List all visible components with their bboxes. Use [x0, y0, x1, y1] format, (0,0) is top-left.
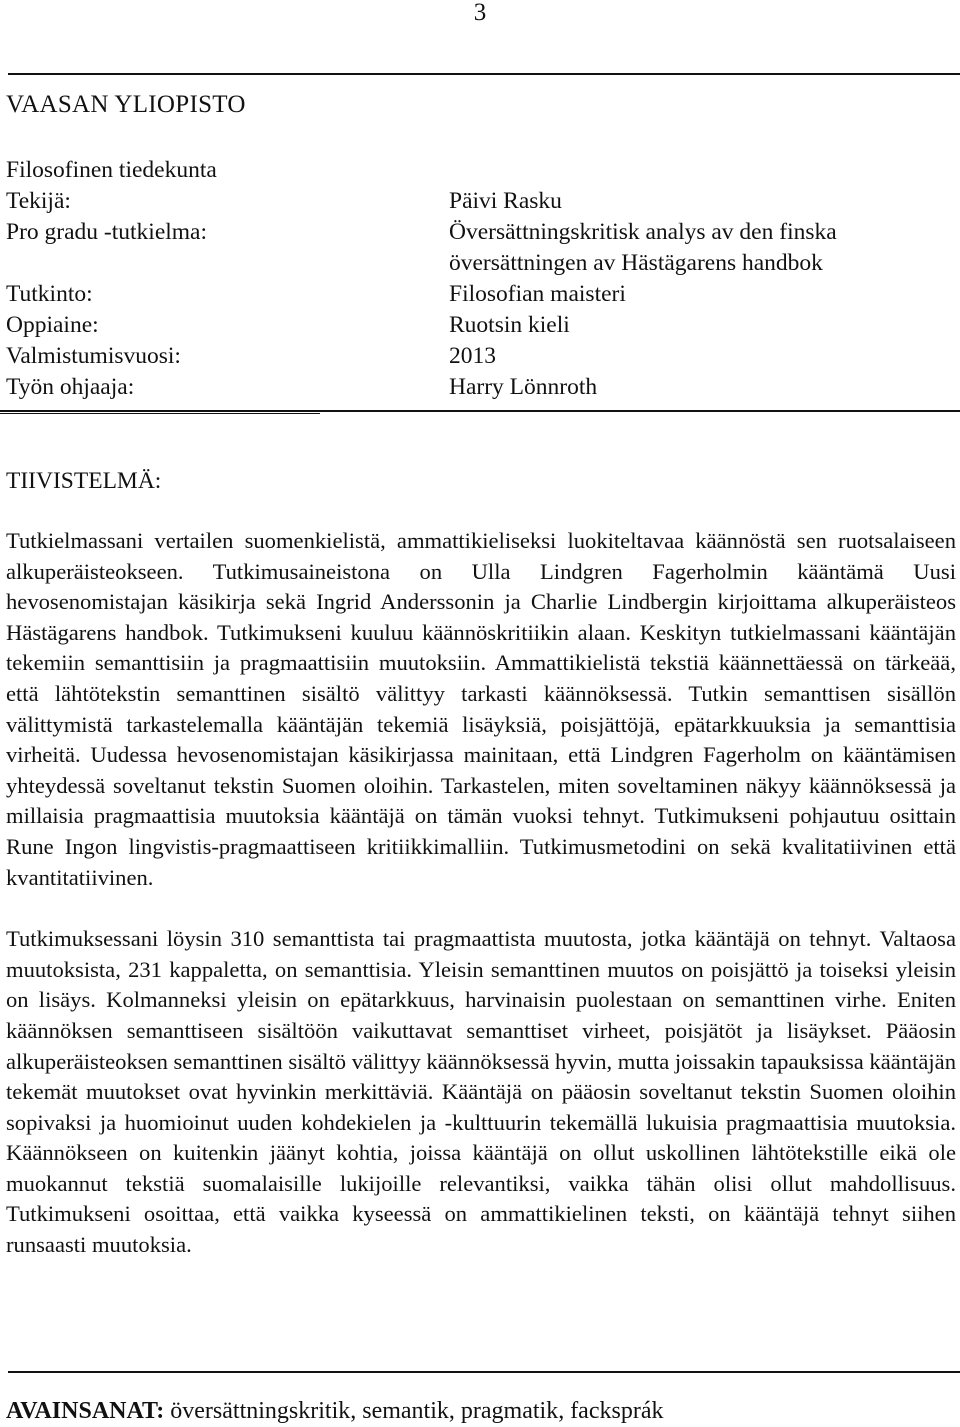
- section-divider: [0, 410, 960, 412]
- thesis-label: Pro gradu -tutkielma:: [6, 219, 208, 245]
- year-row: [6, 341, 956, 372]
- year-label: Valmistumisvuosi:: [6, 343, 181, 369]
- keywords-value: översättningskritik, semantik, pragmatik, facksprák: [164, 1398, 664, 1424]
- year-value: 2013: [449, 343, 496, 369]
- author-row: [6, 186, 956, 217]
- author-value: Päivi Rasku: [449, 188, 562, 214]
- abstract-paragraph-2: Tutkimuksessani löysin 310 semanttista tai pragmaattista muutosta, jotka kääntäjä on tehnyt. Valtaosa muutoksista, 231 kappaletta, on semanttisia. Yleisin semanttinen muutos on poisjättö ja toiseksi yleisin on lisäys. Kolmanneksi yleisin on epätarkkuus, harvinaisin puolestaan on semanttinen virhe. Eniten käännöksen semanttiseen sisältöön vaikuttavat semanttiset virheet, poisjätöt ja lisäykset. Pääosin alkuperäisteoksen semanttinen sisältö välittyy käännöksessä hyvin, mutta joissakin tapauksissa kääntäjän tekemät muutokset ovat hyvinkin merkittäviä. Kääntäjä on pääosin soveltanut tekstin Suomen oloihin sopivaksi ja huomioinut uuden kohdekielen ja -kulttuurin tekemällä lukuisia pragmaattisia muutoksia. Käännökseen on kuitenkin jäänyt kohtia, joissa kääntäjä on ollut uskollinen lähtötekstille eikä ole muokannut tekstiä suomalaisille lukijoille relevantiksi, vaikka tähän olisi ollut mahdollisuus. Tutkimukseni osoittaa, että vaikka kyseessä on ammattikielinen teksti, on kääntäjä tehnyt siihen runsaasti muutoksia.: [6, 926, 956, 1258]
- keywords-label: AVAINSANAT:: [6, 1398, 165, 1424]
- faculty-name: Filosofinen tiedekunta: [6, 157, 217, 183]
- degree-value: Filosofian maisteri: [449, 281, 626, 307]
- bottom-rule: [8, 1371, 960, 1373]
- university-name: VAASAN YLIOPISTO: [6, 91, 246, 118]
- thesis-metadata: [6, 155, 956, 403]
- top-rule: [8, 73, 960, 75]
- subject-value: Ruotsin kieli: [449, 312, 570, 338]
- thesis-title-line2: översättningen av Hästägarens handbok: [449, 250, 823, 276]
- keywords-line: [6, 1396, 663, 1426]
- supervisor-value: Harry Lönnroth: [449, 374, 598, 400]
- faculty-row: [6, 155, 956, 186]
- page-number: 3: [473, 0, 487, 26]
- abstract-paragraph-1: Tutkielmassani vertailen suomenkielistä, ammattikieliseksi luokiteltavaa käännöstä sen ruotsalaiseen alkuperäisteokseen. Tutkimusaineistona on Ulla Lindgren Fagerholmin kääntämä Uusi hevosenomistajan käsikirja sekä Ingrid Anderssonin ja Charlie Lindbergin kirjoittama alkuperäisteos Hästägarens handbok. Tutkimukseni kuuluu käännöskritiikin alaan. Keskityn tutkielmassani kääntäjän tekemiin semanttisiin ja pragmaattisiin muutoksiin. Ammattikielistä tekstiä käännettäessä on tärkeää, että lähtötekstin semanttinen sisältö välittyy tarkasti käännöksessä. Tutkin semanttisen sisällön välittymistä tarkastelemalla kääntäjän tekemiä lisäyksiä, poisjättöjä, epätarkkuuksia ja semanttisia virheitä. Uudessa hevosenomistajan käsikirjassa mainitaan, että Lindgren Fagerholm on kääntämisen yhteydessä soveltanut tekstin Suomen oloihin. Tarkastelen, miten soveltaminen näkyy käännöksessä ja millaisia pragmaattisia muutoksia kääntäjä on tämän vuoksi tehnyt. Tutkimukseni pohjautuu osittain Rune Ingon lingvistis-pragmaattiseen kritiikkimalliin. Tutkimusmetodini on sekä kvalitatiivinen että kvantitatiivinen.: [6, 528, 956, 890]
- subject-row: [6, 310, 956, 341]
- supervisor-label: Työn ohjaaja:: [6, 374, 135, 400]
- degree-row: [6, 279, 956, 310]
- degree-label: Tutkinto:: [6, 281, 93, 307]
- thesis-row: [6, 217, 956, 248]
- thesis-title-line1: Översättningskritisk analys av den finska: [449, 219, 837, 245]
- subject-label: Oppiaine:: [6, 312, 99, 338]
- supervisor-row: [6, 372, 956, 403]
- author-label: Tekijä:: [6, 188, 71, 214]
- abstract-heading: TIIVISTELMÄ:: [6, 468, 162, 494]
- abstract-body: [6, 526, 956, 1261]
- thesis-row-continued: [6, 248, 956, 279]
